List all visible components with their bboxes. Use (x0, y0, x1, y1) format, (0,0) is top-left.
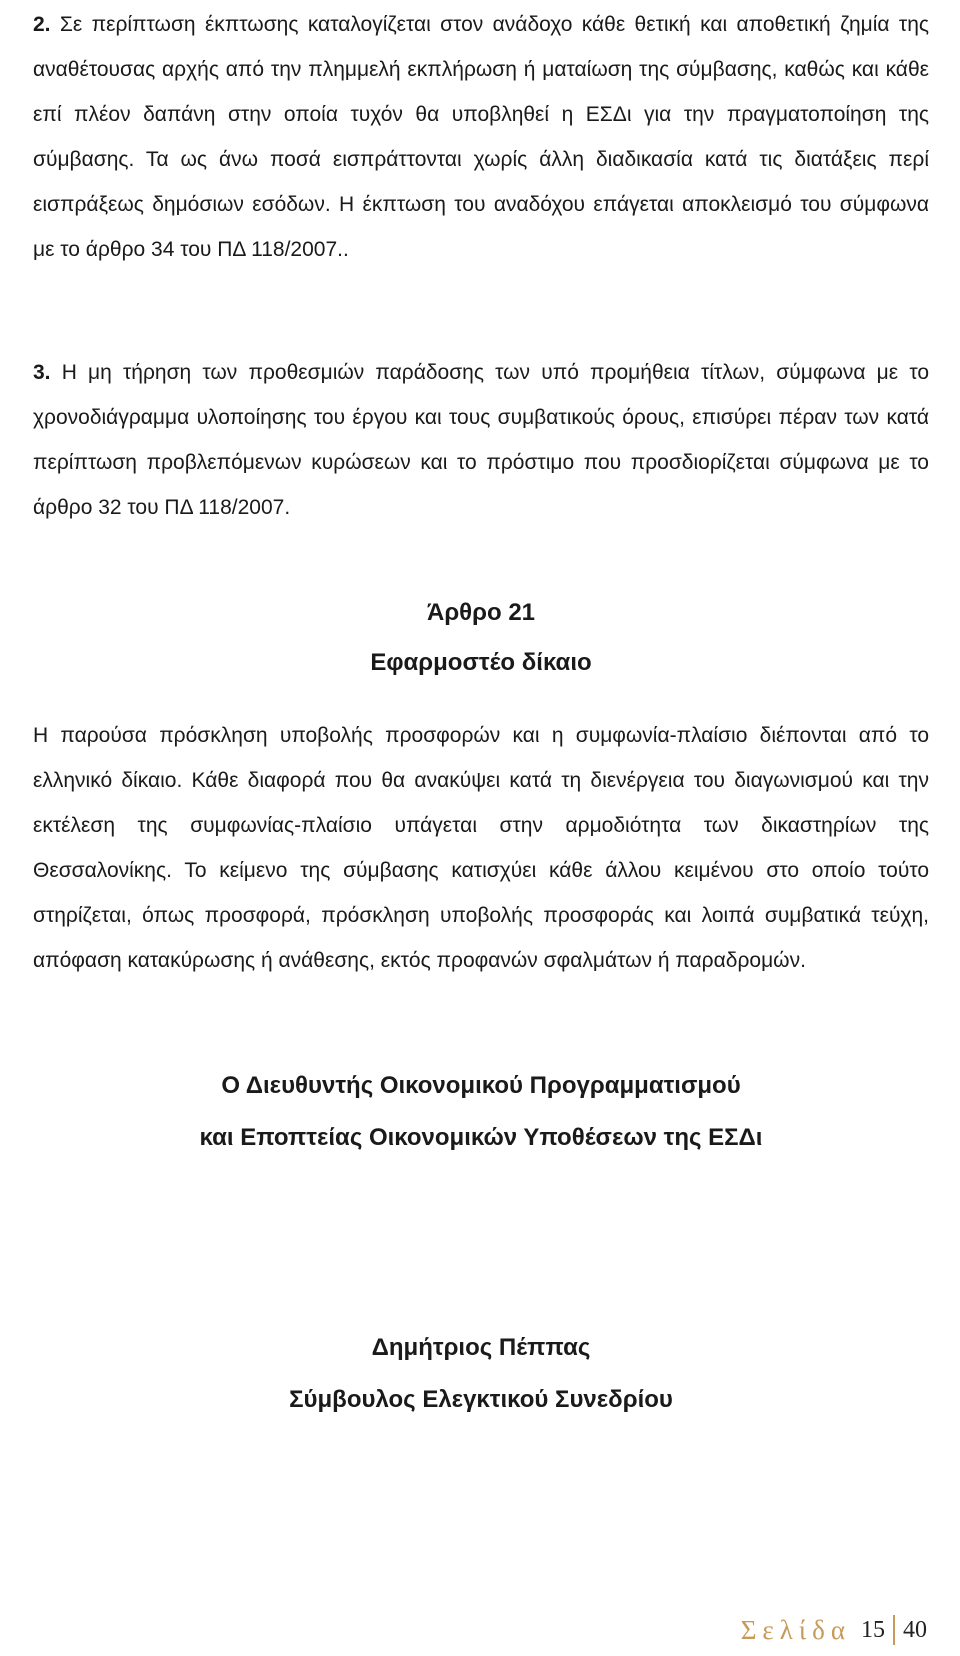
paragraph-3-number: 3. (33, 361, 51, 384)
paragraph-2-text: Σε περίπτωση έκπτωσης καταλογίζεται στον ανάδοχο κάθε θετική και αποθετική ζημία της αναθέτουσας αρχής από την πλημμελή εκπλήρωση ή ματαίωση της σύμβασης, καθώς και κάθε επί πλέον δαπάνη στην οποία τυχόν θα υποβληθεί η ΕΣΔι για την πραγματοποίηση της σύμβασης. Τα ως άνω ποσά εισπράττονται χωρίς άλλη διαδικασία κατά τις διατάξεις περί εισπράξεως δημόσιων εσόδων. Η έκπτωση του αναδόχου επάγεται αποκλεισμό του σύμφωνα με το άρθρο 34 του ΠΔ 118/2007.. (33, 13, 929, 261)
paragraph-3-text: Η μη τήρηση των προθεσμιών παράδοσης των υπό προμήθεια τίτλων, σύμφωνα με το χρονοδιάγραμμα υλοποίησης του έργου και τους συμβατικούς όρους, επισύρει πέραν των κατά περίπτωση προβλεπόμενων κυρώσεων και το πρόστιμο που προσδιορίζεται σύμφωνα με το άρθρο 32 του ΠΔ 118/2007. (33, 361, 929, 519)
article-title: Εφαρμοστέο δίκαιο (370, 649, 592, 676)
article-number: Άρθρο 21 (426, 599, 536, 626)
signature-director-line-1: Ο Διευθυντής Οικονομικού Προγραμματισμού (221, 1072, 741, 1099)
paragraph-3 (33, 350, 929, 530)
signatory-role: Σύμβουλος Ελεγκτικού Συνεδρίου (289, 1386, 673, 1413)
signatory-name: Δημήτριος Πέππας (371, 1334, 591, 1361)
paragraph-2-number: 2. (33, 13, 51, 36)
total-pages-number: 40 (903, 1616, 927, 1643)
footer-divider (893, 1615, 895, 1645)
current-page-number: 15 (861, 1616, 885, 1643)
signature-director-line-2: και Εποπτείας Οικονομικών Υποθέσεων της ΕΣΔι (199, 1124, 763, 1151)
page-word: Σελίδα (740, 1614, 851, 1645)
page-footer (741, 1610, 927, 1650)
paragraph-2 (33, 2, 929, 272)
article-body: Η παρούσα πρόσκληση υποβολής προσφορών και η συμφωνία-πλαίσιο διέπονται από το ελληνικό δίκαιο. Κάθε διαφορά που θα ανακύψει κατά τη διενέργεια του διαγωνισμού και την εκτέλεση της συμφωνίας-πλαίσιο υπάγεται στην αρμοδιότητα των δικαστηρίων της Θεσσαλονίκης. Το κείμενο της σύμβασης κατισχύει κάθε άλλου κειμένου στο οποίο τούτο στηρίζεται, όπως προσφορά, πρόσκληση υποβολής προσφοράς και λοιπά συμβατικά τεύχη, απόφαση κατακύρωσης ή ανάθεσης, εκτός προφανών σφαλμάτων ή παραδρομών. (33, 724, 929, 972)
